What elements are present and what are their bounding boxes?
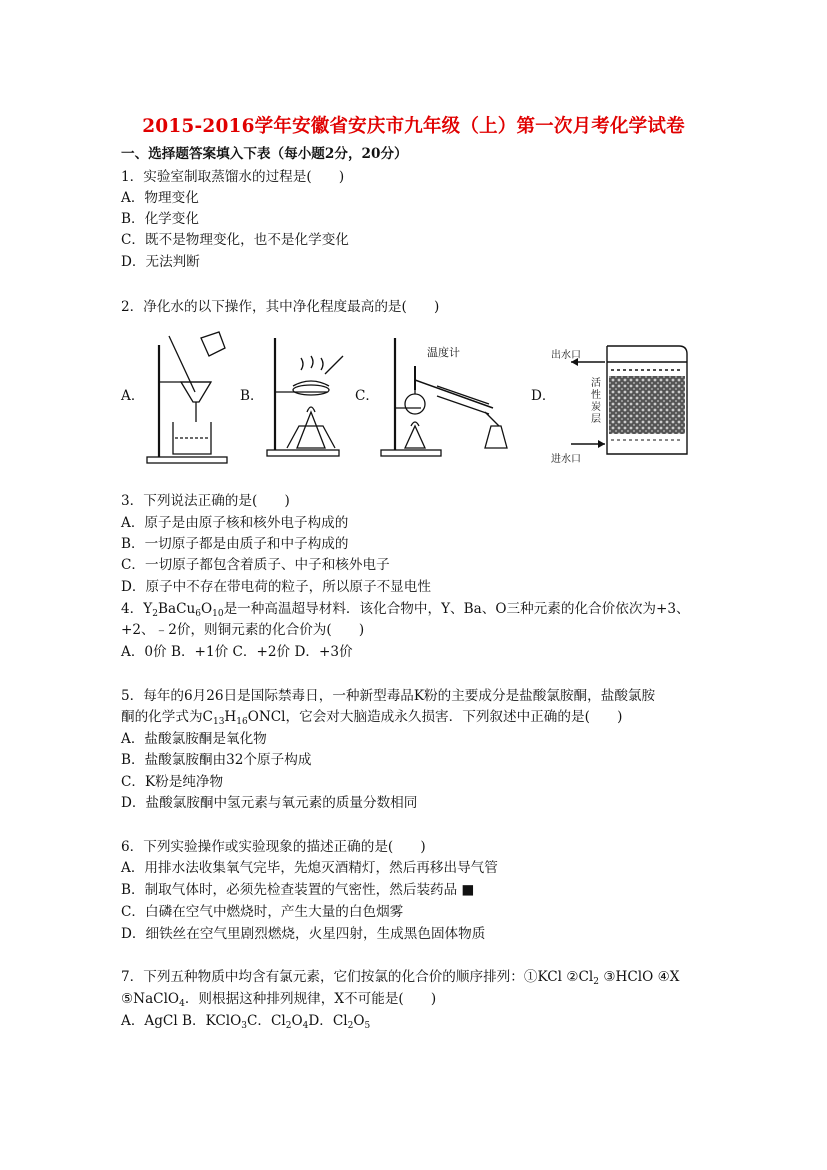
q6-option-d: D．细铁丝在空气里剧烈燃烧，火星四射，生成黑色固体物质 xyxy=(121,926,486,942)
q4-options: A．0价 B．+1价 C．+2价 D．+3价 xyxy=(121,644,353,660)
q1-option-b: B．化学变化 xyxy=(121,211,199,227)
q2-label-b: B． xyxy=(240,388,264,404)
q5-option-b: B．盐酸氯胺酮由32个原子构成 xyxy=(121,752,312,768)
q5-option-a: A．盐酸氯胺酮是氧化物 xyxy=(121,731,267,747)
boiling-apparatus-icon xyxy=(261,330,351,465)
section-heading: 一、选择题答案填入下表（每小题2分，20分） xyxy=(121,146,408,162)
q2-label-a: A． xyxy=(121,388,145,404)
q5-option-c: C．K粉是纯净物 xyxy=(121,774,224,790)
q7-stem-line1: 7．下列五种物质中均含有氯元素，它们按氯的化合价的顺序排列：①KCl $②Cl_2$ ③HClO ④X xyxy=(121,969,680,987)
q2-label-d: D． xyxy=(531,388,556,404)
q7-stem-line2: ⑤NaClO$_4$．则根据这种排列规律，X不可能是( ) xyxy=(121,991,437,1009)
q1-stem: 1．实验室制取蒸馏水的过程是( ) xyxy=(121,169,345,185)
q6-option-a: A．用排水法收集氧气完毕，先熄灭酒精灯，然后再移出导气管 xyxy=(121,860,498,876)
q1-option-c: C．既不是物理变化，也不是化学变化 xyxy=(121,232,349,248)
q5-stem-line2: 酮的化学式为$C_{13}H_{16}ONCl$，它会对大脑造成永久损害．下列叙述中正确的是( ) xyxy=(121,709,623,727)
q5-stem-line1: 5．每年的6月26日是国际禁毒日，一种新型毒品K粉的主要成分是盐酸氯胺酮，盐酸氯胺 xyxy=(121,688,656,704)
carbon-layer-label: 活性炭层 xyxy=(591,378,601,425)
q7-options: A．AgCl B．KClO$_3$C．$Cl_2O_4D$．$Cl_2O_5$ xyxy=(121,1013,371,1031)
q2-label-c: C． xyxy=(355,388,379,404)
q1-option-a: A．物理变化 xyxy=(121,190,199,206)
q2-stem: 2．净化水的以下操作，其中净化程度最高的是( ) xyxy=(121,299,440,315)
q4-stem-line2: +2、﹣2价，则铜元素的化合价为( ) xyxy=(121,622,365,638)
thermometer-label: 温度计 xyxy=(427,346,460,359)
q1-option-d: D．无法判断 xyxy=(121,254,200,270)
inlet-label: 进水口 xyxy=(551,454,581,465)
q3-option-a: A．原子是由原子核和核外电子构成的 xyxy=(121,515,349,531)
q3-stem: 3．下列说法正确的是( ) xyxy=(121,493,290,509)
q3-option-b: B．一切原子都是由质子和中子构成的 xyxy=(121,536,349,552)
q6-option-b: B．制取气体时，必须先检查装置的气密性，然后装药品 ■ xyxy=(121,882,475,898)
page-title: 2015-2016学年安徽省安庆市九年级（上）第一次月考化学试卷 xyxy=(142,116,685,137)
q3-option-d: D．原子中不存在带电荷的粒子，所以原子不显电性 xyxy=(121,579,431,595)
q6-stem: 6．下列实验操作或实验现象的描述正确的是( ) xyxy=(121,839,426,855)
q2-apparatus-figure xyxy=(121,330,701,465)
q6-option-c: C．白磷在空气中燃烧时，产生大量的白色烟雾 xyxy=(121,904,404,920)
q4-stem-line1: 4．$Y_2BaCu_6O_{10}$是一种高温超导材料．该化合物中，Y、Ba、O三种元素的化合价依次为+3、 xyxy=(121,601,690,619)
filtration-apparatus-icon xyxy=(139,330,229,465)
outlet-label: 出水口 xyxy=(551,350,581,361)
q3-option-c: C．一切原子都包含着质子、中子和核外电子 xyxy=(121,557,390,573)
q5-option-d: D．盐酸氯胺酮中氢元素与氧元素的质量分数相同 xyxy=(121,795,418,811)
